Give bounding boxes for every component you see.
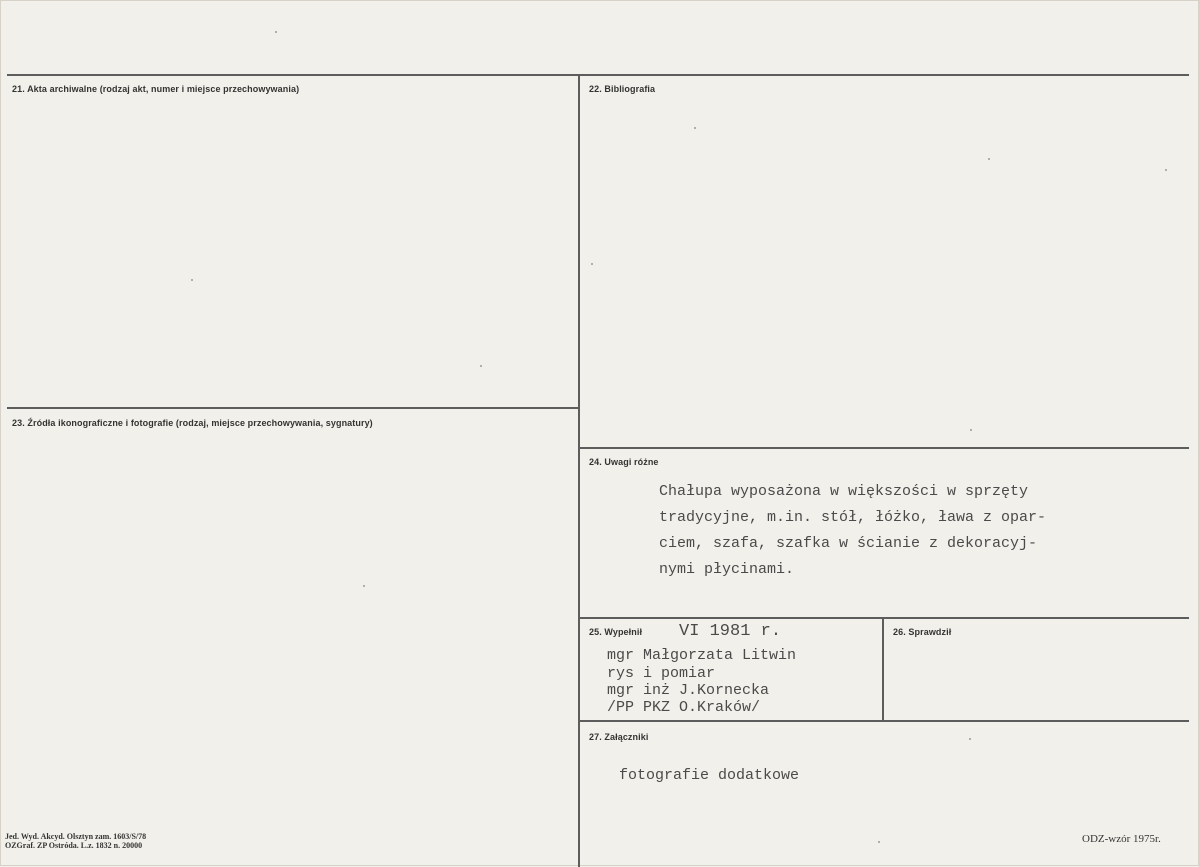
paper-speck	[275, 31, 277, 33]
form-version: ODZ-wzór 1975r.	[1082, 833, 1161, 845]
paper-speck	[969, 738, 971, 740]
divider-25-26	[882, 618, 884, 720]
section-23-label: 23. Źródła ikonograficzne i fotografie (rodzaj, miejsce przechowywania, sygnatury)	[12, 418, 373, 428]
author-line: mgr Małgorzata Litwin	[607, 647, 797, 664]
imprint-line-1: Jed. Wyd. Akcyd. Olsztyn zam. 1603/S/78	[5, 832, 147, 841]
paper-speck	[970, 429, 972, 431]
filled-date: VI 1981 r.	[679, 622, 782, 641]
notes-line: ciem, szafa, szafka w ścianie z dekoracyj-	[659, 535, 1038, 552]
printer-imprint	[5, 832, 146, 850]
section-27-label: 27. Załączniki	[589, 732, 649, 742]
paper-speck	[878, 841, 880, 843]
imprint-line-2: OZGraf. ZP Ostróda. L.z. 1832 n. 20000	[5, 841, 143, 850]
author-line: mgr inż J.Kornecka	[607, 682, 770, 699]
paper-speck	[1165, 169, 1167, 171]
section-22-label: 22. Bibliografia	[589, 84, 656, 94]
section-25-label: 25. Wypełnił	[589, 627, 643, 637]
section-24-label: 24. Uwagi różne	[589, 457, 659, 467]
center-divider	[578, 75, 580, 867]
author-line: rys i pomiar	[607, 665, 716, 682]
top-rule	[7, 74, 1189, 76]
rule-22-24	[580, 447, 1189, 449]
paper-speck	[480, 365, 482, 367]
section-26-label: 26. Sprawdził	[893, 627, 952, 637]
author-line: /PP PKZ O.Kraków/	[607, 699, 761, 716]
rule-21-23	[7, 407, 578, 409]
notes-line: nymi płycinami.	[659, 561, 795, 578]
notes-line: tradycyjne, m.in. stół, łóżko, ława z opar-	[659, 509, 1047, 526]
rule-25-27	[580, 720, 1189, 722]
rule-24-25	[580, 617, 1189, 619]
paper-speck	[363, 585, 365, 587]
paper-speck	[591, 263, 593, 265]
attachments-text: fotografie dodatkowe	[619, 767, 800, 784]
notes-line: Chałupa wyposażona w większości w sprzęty	[659, 483, 1029, 500]
paper-speck	[988, 158, 990, 160]
paper-speck	[191, 279, 193, 281]
paper-speck	[694, 127, 696, 129]
section-21-label: 21. Akta archiwalne (rodzaj akt, numer i miejsce przechowywania)	[12, 84, 300, 94]
